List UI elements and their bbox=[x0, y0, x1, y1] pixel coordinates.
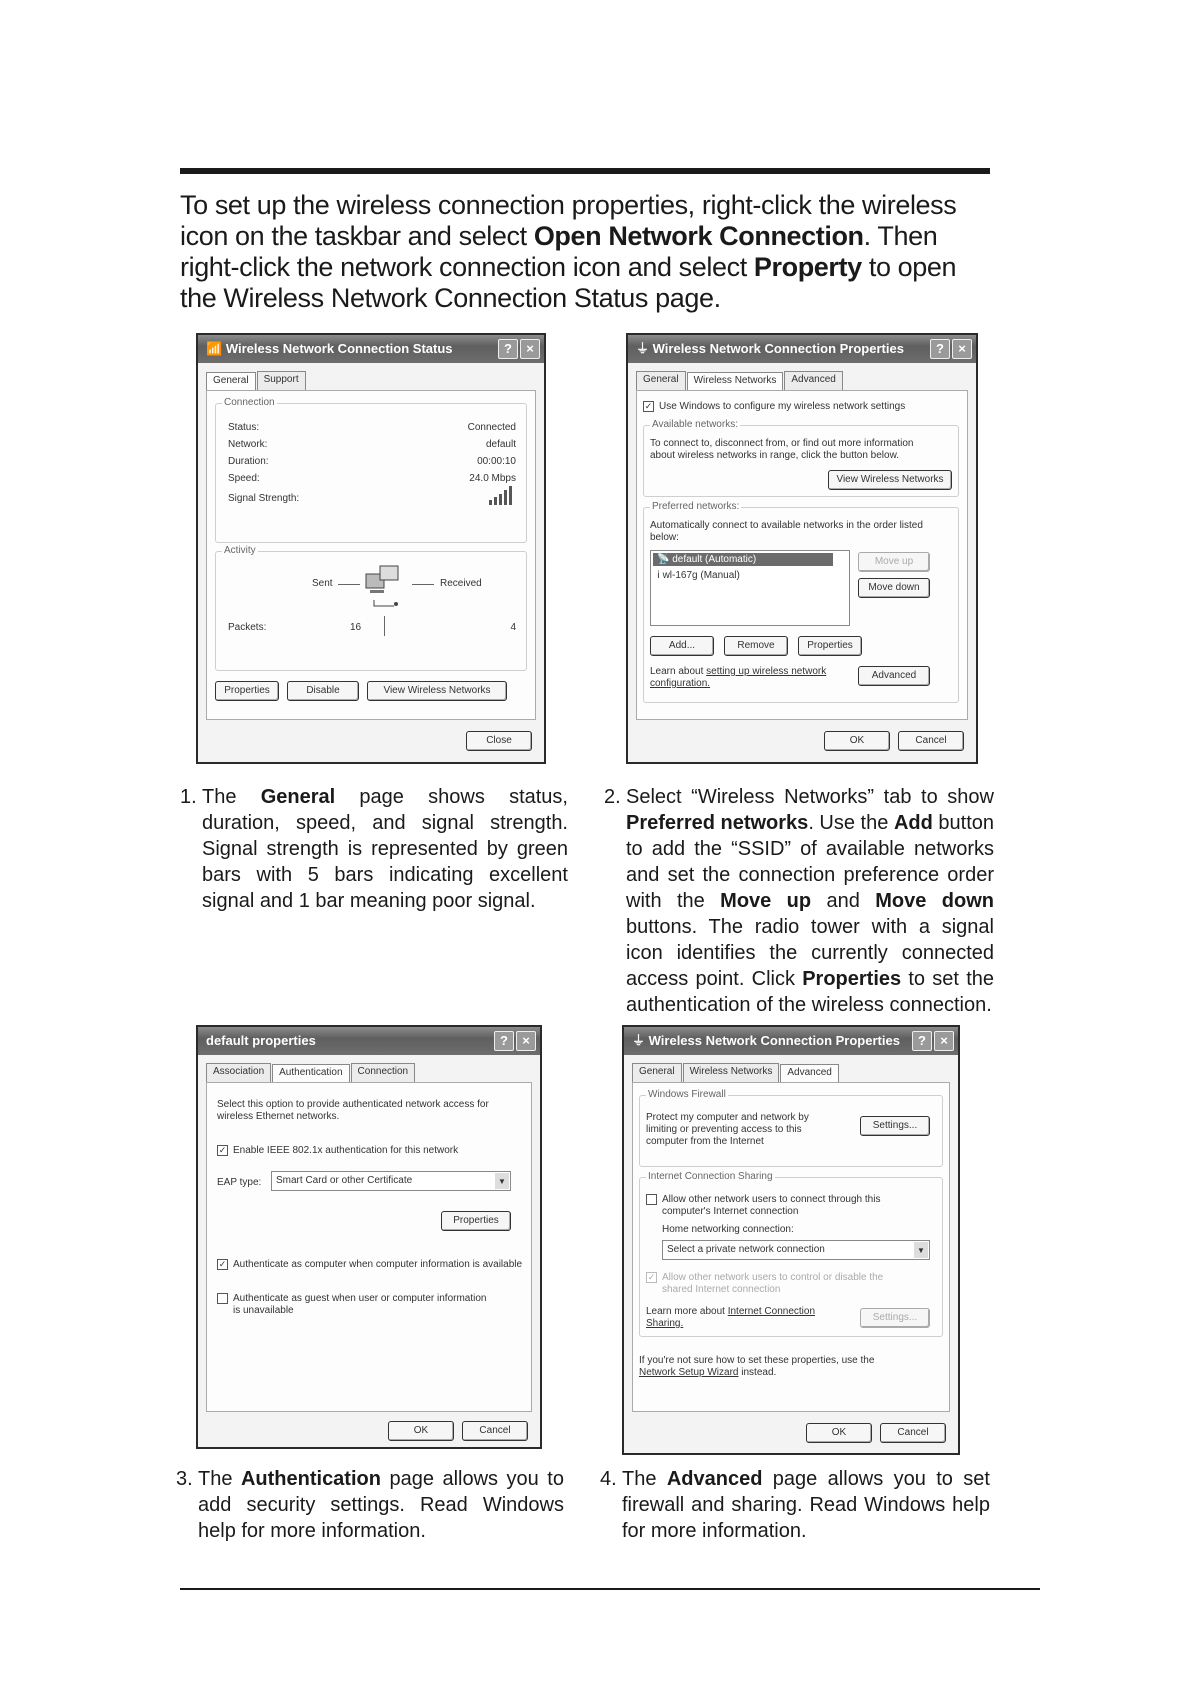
ok-button[interactable]: OK bbox=[806, 1423, 872, 1443]
available-networks-label: Available networks: bbox=[652, 419, 738, 430]
network-setup-wizard-link[interactable]: Network Setup Wizard bbox=[639, 1367, 739, 1378]
properties-button[interactable]: Properties bbox=[215, 681, 279, 701]
home-networking-label: Home networking connection: bbox=[662, 1224, 794, 1235]
signal-strength-icon bbox=[488, 484, 516, 506]
ics-label: Internet Connection Sharing bbox=[648, 1171, 773, 1182]
eap-type-select[interactable] bbox=[271, 1171, 511, 1191]
allow-connect-label: Allow other network users to connect through this computer's Internet connection bbox=[662, 1194, 881, 1217]
dialog-title: Wireless Network Connection Status bbox=[225, 341, 453, 356]
ok-button[interactable]: OK bbox=[388, 1421, 454, 1441]
tab-general[interactable]: General bbox=[632, 1063, 682, 1082]
ics-group bbox=[639, 1171, 943, 1337]
caption-number: 2. bbox=[604, 786, 621, 808]
auth-guest-checkbox[interactable] bbox=[217, 1293, 228, 1304]
tab-general[interactable]: General bbox=[636, 371, 686, 390]
antenna-icon: 𝗂 bbox=[657, 570, 660, 581]
list-item-default[interactable] bbox=[653, 553, 833, 566]
allow-control-label: Allow other network users to control or disable the shared Internet connection bbox=[662, 1272, 884, 1295]
bottom-rule bbox=[180, 1588, 1040, 1590]
network-value: default bbox=[485, 439, 516, 450]
close-icon[interactable]: × bbox=[520, 339, 540, 359]
eap-type-value: Smart Card or other Certificate bbox=[276, 1175, 413, 1186]
learn-more-text: Learn more about Internet Connection Sharing. bbox=[646, 1306, 815, 1329]
network-label: Network: bbox=[228, 439, 268, 450]
tab-advanced[interactable]: Advanced bbox=[780, 1064, 838, 1083]
enable-8021x-label: Enable IEEE 802.1x authentication for this network bbox=[233, 1145, 459, 1156]
learn-more-link[interactable]: Internet Connection Sharing. bbox=[646, 1306, 815, 1329]
close-button[interactable]: Close bbox=[466, 731, 532, 751]
auth-computer-label: Authenticate as computer when computer information is available bbox=[233, 1259, 523, 1270]
available-networks-group bbox=[643, 419, 959, 497]
tab-authentication[interactable]: Authentication bbox=[272, 1064, 349, 1083]
advanced-properties-dialog bbox=[622, 1025, 960, 1455]
activity-label: Activity bbox=[224, 545, 256, 556]
home-networking-value: Select a private network connection bbox=[667, 1244, 825, 1255]
allow-connect-checkbox[interactable] bbox=[646, 1194, 657, 1205]
disable-button[interactable]: Disable bbox=[287, 681, 359, 701]
tab-strip bbox=[198, 363, 544, 390]
caption-2: 2. Select “Wireless Networks” tab to show Preferred networks. Use the Add button to add the “SSID” of available networks and set the connection preference order with the Move up and Move down buttons. The radio tower with a signal icon identifies the currently connected access point. Click Properties to set the authentication of the wireless connection. bbox=[604, 786, 994, 1016]
radio-tower-icon: 📡 bbox=[657, 554, 670, 565]
firewall-text: Protect my computer and network by limiting or preventing access to this computer from the Internet bbox=[646, 1112, 809, 1147]
firewall-settings-button[interactable]: Settings... bbox=[860, 1116, 930, 1136]
home-networking-select[interactable] bbox=[662, 1240, 930, 1260]
close-icon[interactable]: × bbox=[516, 1031, 536, 1051]
eap-type-label: EAP type: bbox=[217, 1177, 262, 1188]
duration-label: Duration: bbox=[228, 456, 269, 467]
title-bar bbox=[624, 1027, 958, 1055]
caption-1: 1. The General page shows status, duration, speed, and signal strength. Signal strength is represented by green bars with 5 bars indicating excellent signal and 1 bar meaning poor signal. bbox=[180, 786, 568, 912]
connection-properties-dialog bbox=[626, 333, 978, 764]
help-icon[interactable]: ? bbox=[912, 1031, 932, 1051]
title-bar bbox=[198, 335, 544, 363]
cancel-button[interactable]: Cancel bbox=[880, 1423, 946, 1443]
chevron-down-icon: ▼ bbox=[495, 1173, 509, 1189]
learn-about-text: Learn about setting up wireless network configuration. bbox=[650, 666, 827, 689]
firewall-group bbox=[639, 1089, 943, 1167]
help-icon[interactable]: ? bbox=[498, 339, 518, 359]
dialog-title: default properties bbox=[206, 1033, 316, 1048]
duration-value: 00:00:10 bbox=[477, 456, 516, 467]
caption-number: 1. bbox=[180, 786, 197, 808]
view-wireless-networks-button[interactable]: View Wireless Networks bbox=[828, 470, 952, 490]
close-icon[interactable]: × bbox=[952, 339, 972, 359]
caption-number: 3. bbox=[176, 1468, 193, 1490]
use-windows-checkbox[interactable]: ✓ bbox=[644, 401, 653, 411]
help-icon[interactable]: ? bbox=[930, 339, 950, 359]
tab-panel bbox=[206, 1082, 532, 1412]
tab-support[interactable]: Support bbox=[257, 371, 306, 390]
unsure-text: If you're not sure how to set these properties, use the Network Setup Wizard instead. bbox=[639, 1355, 875, 1378]
sent-label: Sent bbox=[312, 578, 333, 589]
tab-panel bbox=[632, 1082, 950, 1412]
activity-group bbox=[215, 545, 527, 671]
signal-label: Signal Strength: bbox=[228, 493, 300, 504]
enable-8021x-checkbox[interactable]: ✓ bbox=[218, 1145, 227, 1155]
tab-wireless-networks[interactable]: Wireless Networks bbox=[687, 372, 784, 391]
speed-label: Speed: bbox=[228, 473, 260, 484]
network-plug-icon: ⏚ bbox=[636, 341, 650, 356]
preferred-networks-group bbox=[643, 501, 959, 703]
available-networks-text: To connect to, disconnect from, or find out more information about wireless networks in range, click the button below. bbox=[650, 438, 914, 461]
ok-button[interactable]: OK bbox=[824, 731, 890, 751]
advanced-button[interactable]: Advanced bbox=[858, 666, 930, 686]
network-computers-icon bbox=[362, 560, 408, 610]
tab-strip bbox=[198, 1055, 540, 1082]
cancel-button[interactable]: Cancel bbox=[462, 1421, 528, 1441]
learn-about-link[interactable]: setting up wireless network configuration. bbox=[650, 666, 827, 689]
status-value: Connected bbox=[467, 422, 516, 433]
ics-settings-button[interactable]: Settings... bbox=[860, 1308, 930, 1328]
select-option-text: Select this option to provide authenticated network access for wireless Ethernet networks. bbox=[217, 1099, 489, 1122]
tab-panel bbox=[206, 390, 536, 720]
allow-control-checkbox[interactable]: ✓ bbox=[647, 1272, 656, 1282]
tab-panel bbox=[636, 390, 968, 720]
help-icon[interactable]: ? bbox=[494, 1031, 514, 1051]
list-item-wl-167g[interactable] bbox=[653, 569, 744, 582]
packets-sent-value: 16 bbox=[350, 622, 362, 633]
tab-general[interactable]: General bbox=[206, 372, 256, 391]
speed-value: 24.0 Mbps bbox=[469, 473, 516, 484]
tab-advanced[interactable]: Advanced bbox=[784, 371, 842, 390]
move-down-button[interactable]: Move down bbox=[858, 578, 930, 598]
preferred-networks-list[interactable] bbox=[650, 550, 850, 626]
packets-divider bbox=[384, 616, 385, 636]
caption-3: 3. The Authentication page allows you to add security settings. Read Windows help for more information. bbox=[176, 1468, 564, 1542]
connection-label: Connection bbox=[224, 397, 275, 408]
preferred-networks-label: Preferred networks: bbox=[652, 501, 740, 512]
chevron-down-icon: ▼ bbox=[914, 1242, 928, 1258]
sent-line bbox=[338, 584, 360, 585]
preferred-networks-text: Automatically connect to available networks in the order listed below: bbox=[650, 520, 923, 543]
received-label: Received bbox=[440, 578, 482, 589]
title-bar bbox=[198, 1027, 540, 1055]
connection-group bbox=[215, 397, 527, 543]
received-line bbox=[412, 584, 434, 585]
properties-button[interactable]: Properties bbox=[798, 636, 862, 656]
dialog-title: Wireless Network Connection Properties bbox=[648, 1033, 900, 1048]
view-wireless-networks-button[interactable]: View Wireless Networks bbox=[367, 681, 507, 701]
remove-button[interactable]: Remove bbox=[724, 636, 788, 656]
cancel-button[interactable]: Cancel bbox=[898, 731, 964, 751]
tab-connection[interactable]: Connection bbox=[351, 1063, 416, 1082]
packets-received-value: 4 bbox=[510, 622, 516, 633]
packets-label: Packets: bbox=[228, 622, 267, 633]
tab-strip bbox=[624, 1055, 958, 1082]
dialog-title: Wireless Network Connection Properties bbox=[652, 341, 904, 356]
wireless-icon: 📶 bbox=[206, 341, 223, 356]
default-properties-dialog bbox=[196, 1025, 542, 1449]
move-up-button[interactable]: Move up bbox=[858, 552, 930, 572]
network-plug-icon: ⏚ bbox=[632, 1033, 646, 1048]
auth-guest-label: Authenticate as guest when user or computer information is unavailable bbox=[233, 1293, 487, 1316]
network-name: default (Automatic) bbox=[672, 554, 757, 565]
network-name: wl-167g (Manual) bbox=[662, 570, 740, 581]
connection-status-dialog bbox=[196, 333, 546, 764]
caption-number: 4. bbox=[600, 1468, 617, 1490]
tab-wireless-networks[interactable]: Wireless Networks bbox=[683, 1063, 780, 1082]
status-label: Status: bbox=[228, 422, 260, 433]
top-rule bbox=[180, 168, 990, 174]
add-button[interactable]: Add... bbox=[650, 636, 714, 656]
caption-4: 4. The Advanced page allows you to set firewall and sharing. Read Windows help for more information. bbox=[600, 1468, 990, 1542]
title-bar bbox=[628, 335, 976, 363]
firewall-label: Windows Firewall bbox=[648, 1089, 726, 1100]
intro-paragraph: To set up the wireless connection properties, right-click the wireless icon on the taskbar and select Open Network Connection. Then right-click the network connection icon and select Property to open the Wireless Network Connection Status page. bbox=[180, 190, 957, 313]
close-icon[interactable]: × bbox=[934, 1031, 954, 1051]
tab-association[interactable]: Association bbox=[206, 1063, 271, 1082]
tab-strip bbox=[628, 363, 976, 390]
properties-button[interactable]: Properties bbox=[441, 1211, 511, 1231]
auth-computer-checkbox[interactable]: ✓ bbox=[218, 1259, 227, 1269]
use-windows-label: Use Windows to configure my wireless network settings bbox=[659, 401, 906, 412]
